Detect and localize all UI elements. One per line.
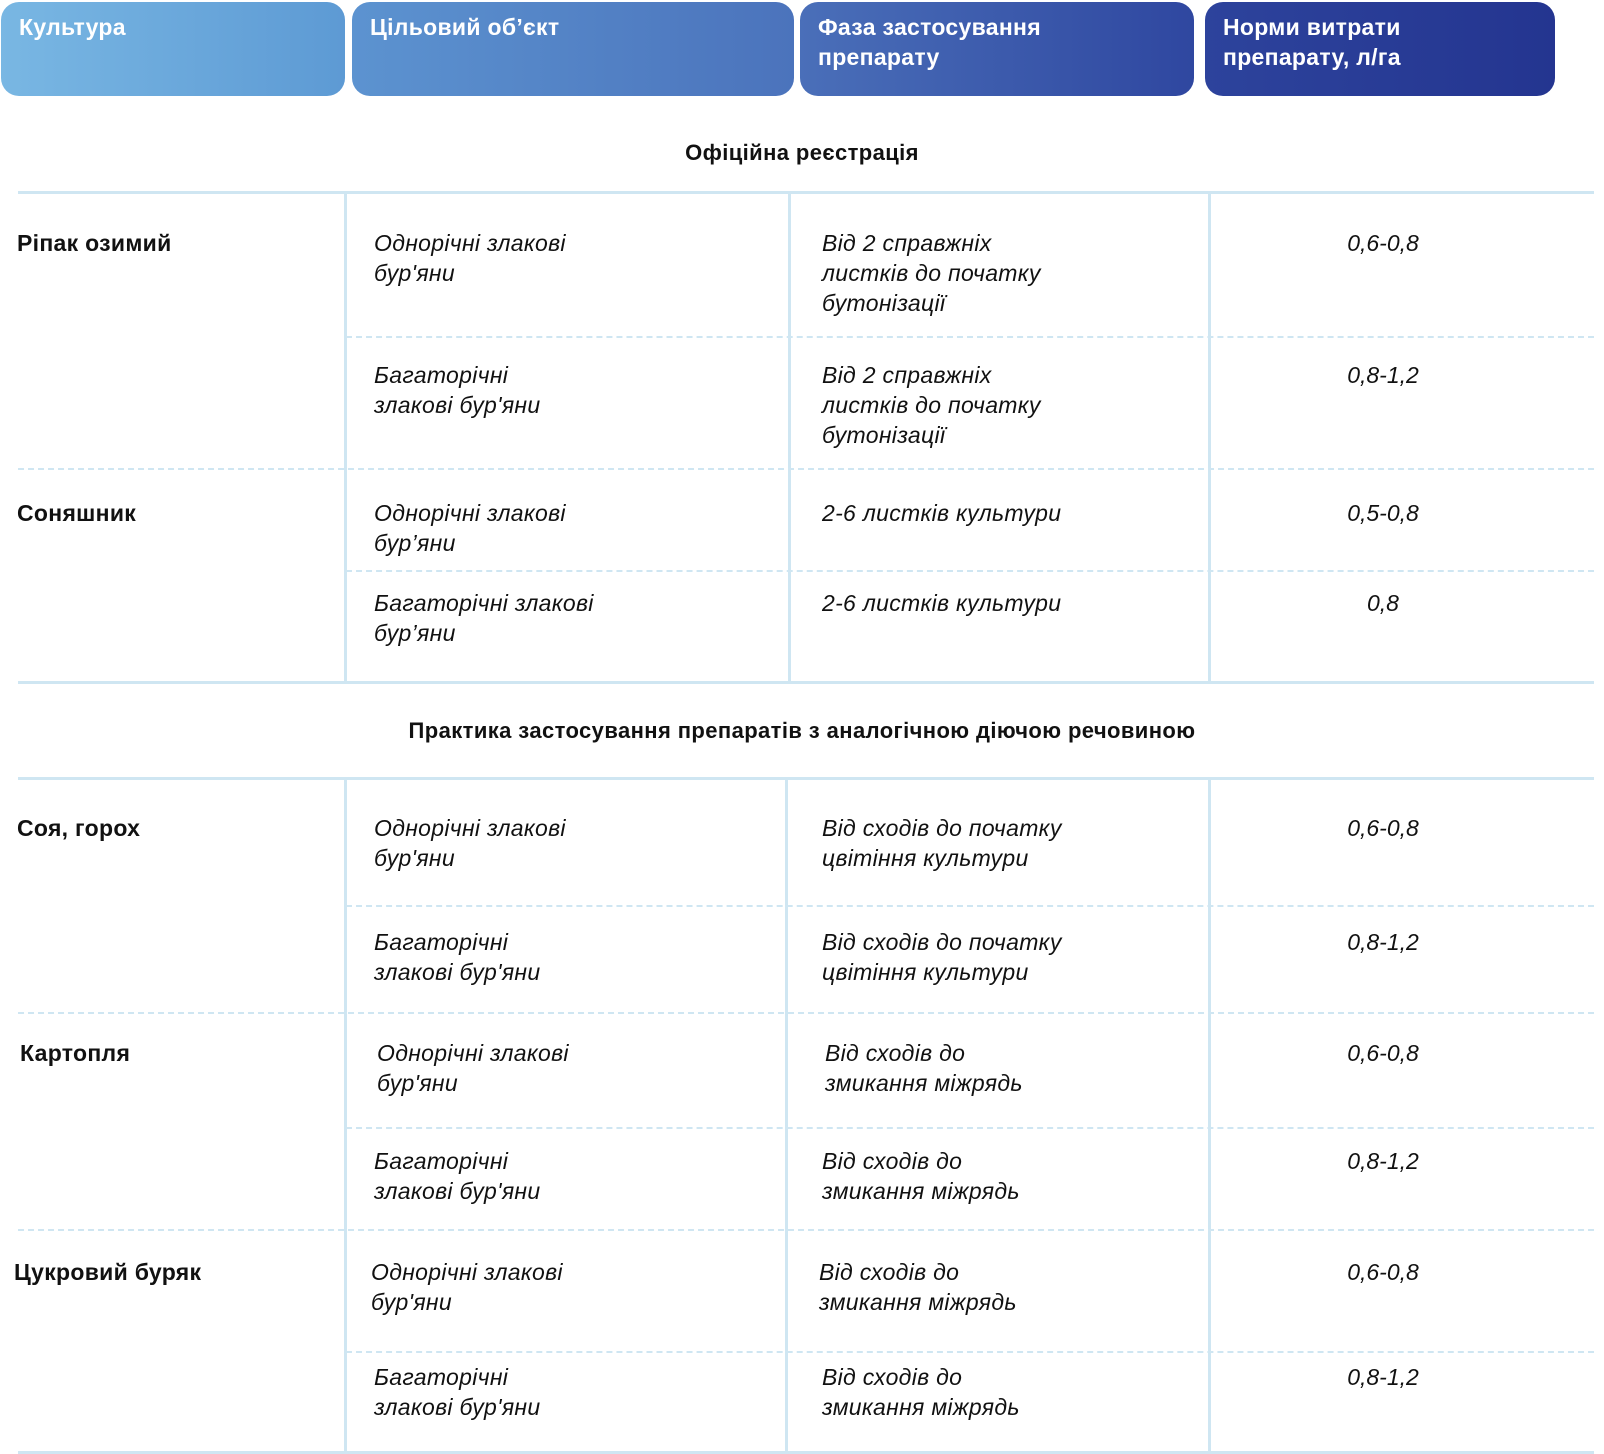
rate-cell: 0,6-0,8 (1347, 815, 1419, 841)
header-target: Цільовий об’єкт (352, 2, 794, 96)
phase-cell: Від сходів до початку цвітіння культури (822, 815, 1062, 871)
rate-cell: 0,5-0,8 (1347, 500, 1419, 526)
row-divider (346, 336, 1594, 338)
target-cell: Багаторічні злакові бур'яни (374, 929, 541, 985)
target-cell: Однорічні злакові бур’яни (374, 500, 566, 556)
phase-cell: Від сходів до змикання міжрядь (825, 1040, 1023, 1096)
crop-name: Цукровий буряк (14, 1259, 202, 1285)
section-title-practice: Практика застосування препаратів з аналогічною діючою речовиною (408, 718, 1196, 743)
rate-cell: 0,8 (1367, 590, 1399, 616)
header-phase: Фаза застосування препарату (800, 2, 1194, 96)
target-cell: Багаторічні злакові бур’яни (374, 590, 594, 646)
target-cell: Однорічні злакові бур'яни (371, 1259, 563, 1315)
rate-cell: 0,8-1,2 (1347, 1364, 1419, 1390)
rate-cell: 0,6-0,8 (1347, 1259, 1419, 1285)
group-divider (18, 1229, 1594, 1231)
phase-cell: Від 2 справжніх листків до початку бутонізації (822, 230, 1041, 316)
target-cell: Багаторічні злакові бур'яни (374, 1364, 541, 1420)
row-divider (346, 1351, 1594, 1353)
header-culture: Культура (1, 2, 345, 96)
table-border-bottom (18, 681, 1594, 684)
phase-cell: 2-6 листків культури (822, 500, 1062, 526)
phase-cell: Від сходів до змикання міжрядь (822, 1148, 1020, 1204)
row-divider (346, 1127, 1594, 1129)
crop-name: Картопля (20, 1040, 131, 1066)
rate-cell: 0,8-1,2 (1347, 929, 1419, 955)
row-divider (346, 905, 1594, 907)
target-cell: Однорічні злакові бур'яни (374, 815, 566, 871)
header-rate: Норми витрати препарату, л/га (1205, 2, 1555, 96)
group-divider (18, 1012, 1594, 1014)
target-cell: Багаторічні злакові бур'яни (374, 1148, 541, 1204)
column-divider (788, 192, 791, 682)
phase-cell: Від сходів до змикання міжрядь (819, 1259, 1017, 1315)
rate-cell: 0,8-1,2 (1347, 362, 1419, 388)
phase-cell: Від сходів до початку цвітіння культури (822, 929, 1062, 985)
column-divider (344, 192, 347, 682)
target-cell: Однорічні злакові бур'яни (377, 1040, 569, 1096)
table-border-top (18, 777, 1594, 780)
crop-name: Ріпак озимий (17, 230, 172, 256)
rate-cell: 0,6-0,8 (1347, 1040, 1419, 1066)
crop-name: Соняшник (17, 500, 137, 526)
target-cell: Однорічні злакові бур'яни (374, 230, 566, 286)
phase-cell: Від сходів до змикання міжрядь (822, 1364, 1020, 1420)
rate-cell: 0,6-0,8 (1347, 230, 1419, 256)
section-title-official: Офіційна реєстрація (685, 140, 919, 165)
row-divider (346, 570, 1594, 572)
target-cell: Багаторічні злакові бур'яни (374, 362, 541, 418)
rate-cell: 0,8-1,2 (1347, 1148, 1419, 1174)
table-border-top (18, 191, 1594, 194)
crop-name: Соя, горох (17, 815, 141, 841)
phase-cell: Від 2 справжніх листків до початку бутонізації (822, 362, 1041, 448)
phase-cell: 2-6 листків культури (822, 590, 1062, 616)
column-divider (1208, 192, 1211, 682)
group-divider (18, 468, 1594, 470)
